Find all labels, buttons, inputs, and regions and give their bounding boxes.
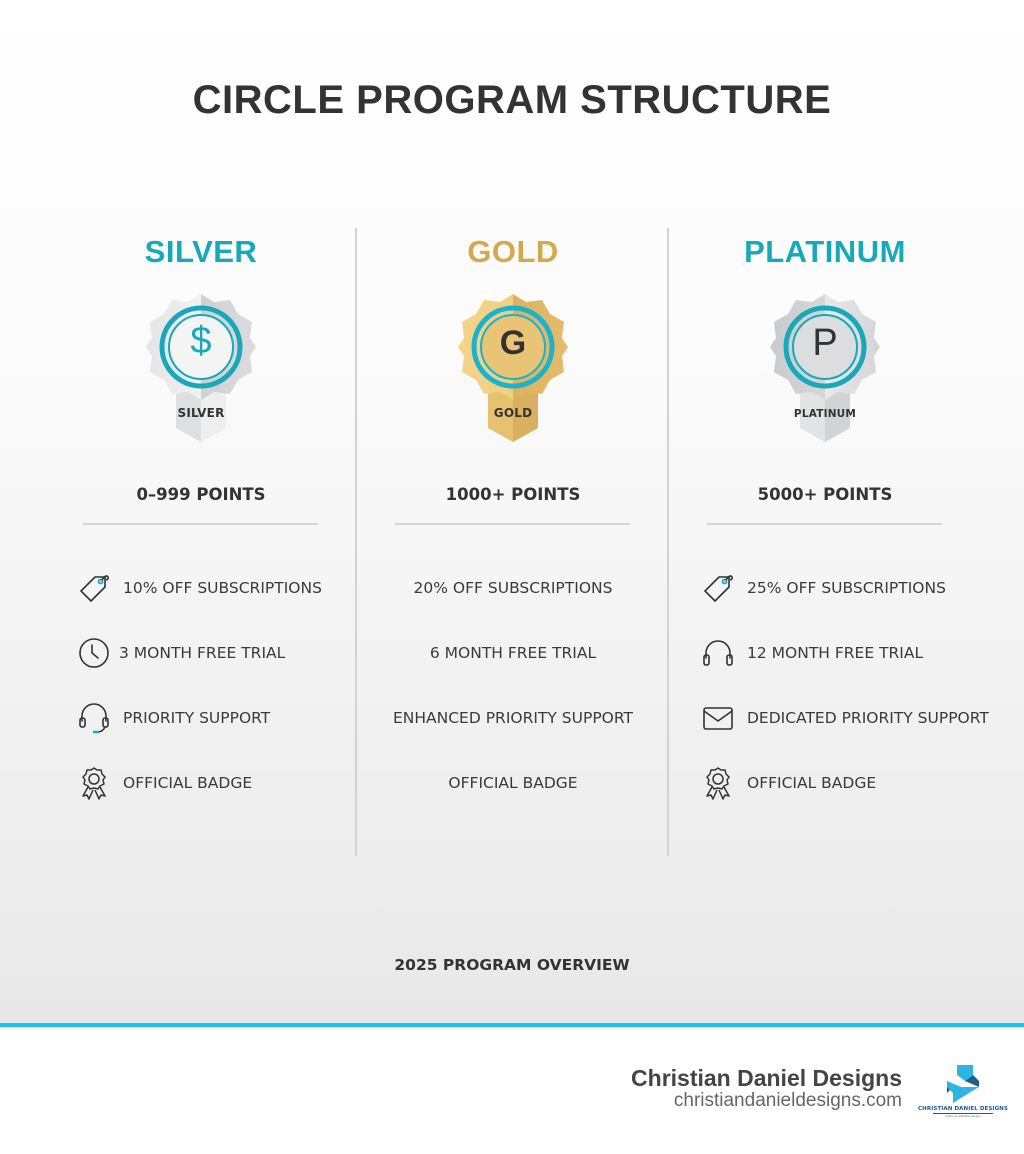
tier-name: SILVER — [144, 234, 258, 269]
feature-item — [357, 633, 669, 673]
medal-letter: $ — [190, 320, 212, 362]
brand-logo-subtext: video & website design — [933, 1113, 993, 1118]
tier-column-gold — [357, 228, 669, 858]
award-ribbon-icon — [75, 764, 113, 802]
feature-label: 3 MONTH FREE TRIAL — [119, 644, 286, 662]
brand-name: Christian Daniel Designs — [631, 1065, 902, 1091]
points-requirement: 1000+ POINTS — [445, 485, 581, 504]
feature-label: 6 MONTH FREE TRIAL — [429, 644, 597, 662]
section-rule — [83, 523, 318, 525]
price-tag-icon — [699, 569, 737, 607]
feature-item — [357, 568, 669, 608]
feature-label: OFFICIAL BADGE — [747, 774, 877, 792]
page-title: CIRCLE PROGRAM STRUCTURE — [192, 78, 832, 122]
feature-label: OFFICIAL BADGE — [448, 774, 578, 792]
brand-logo-text: CHRISTIAN DANIEL DESIGNS — [918, 1106, 1008, 1112]
feature-item — [357, 698, 669, 738]
tier-column-silver — [45, 228, 357, 858]
feature-item — [45, 633, 357, 673]
brand-footer — [0, 1027, 1024, 1154]
section-rule — [707, 523, 942, 525]
feature-item — [45, 698, 357, 738]
tier-name: GOLD — [467, 234, 559, 269]
brand-url[interactable]: christiandanieldesigns.com — [673, 1090, 902, 1111]
feature-item — [357, 763, 669, 803]
feature-label: 12 MONTH FREE TRIAL — [747, 644, 924, 662]
feature-item — [669, 698, 989, 738]
points-requirement: 0–999 POINTS — [136, 485, 266, 504]
section-rule — [395, 523, 630, 525]
medal-label: GOLD — [493, 406, 533, 420]
feature-label: 10% OFF SUBSCRIPTIONS — [123, 579, 322, 597]
feature-label: OFFICIAL BADGE — [123, 774, 253, 792]
medal-letter: P — [812, 322, 838, 364]
medal-label: PLATINUM — [793, 408, 857, 420]
platinum-medal-icon — [770, 292, 880, 444]
feature-item — [669, 763, 981, 803]
feature-label: PRIORITY SUPPORT — [123, 709, 271, 727]
brand-logo-icon — [913, 1063, 1013, 1123]
clock-icon — [75, 634, 113, 672]
feature-item — [669, 633, 981, 673]
points-requirement: 5000+ POINTS — [757, 485, 893, 504]
silver-medal-icon — [146, 292, 256, 444]
tier-column-platinum — [669, 228, 989, 858]
feature-label: ENHANCED PRIORITY SUPPORT — [392, 709, 633, 727]
headset-icon — [75, 699, 113, 737]
envelope-icon — [699, 699, 737, 737]
tier-name: PLATINUM — [744, 234, 906, 269]
feature-label: 20% OFF SUBSCRIPTIONS — [413, 579, 613, 597]
gold-medal-icon — [458, 292, 568, 444]
feature-item — [669, 568, 981, 608]
program-overview-caption: 2025 PROGRAM OVERVIEW — [394, 956, 630, 974]
price-tag-icon — [75, 569, 113, 607]
feature-item — [45, 568, 357, 608]
feature-label: 25% OFF SUBSCRIPTIONS — [747, 579, 946, 597]
medal-letter: G — [499, 324, 527, 362]
feature-item — [45, 763, 357, 803]
feature-label: DEDICATED PRIORITY SUPPORT — [747, 709, 989, 727]
award-ribbon-icon — [699, 764, 737, 802]
headphones-icon — [699, 634, 737, 672]
medal-label: SILVER — [177, 406, 225, 420]
